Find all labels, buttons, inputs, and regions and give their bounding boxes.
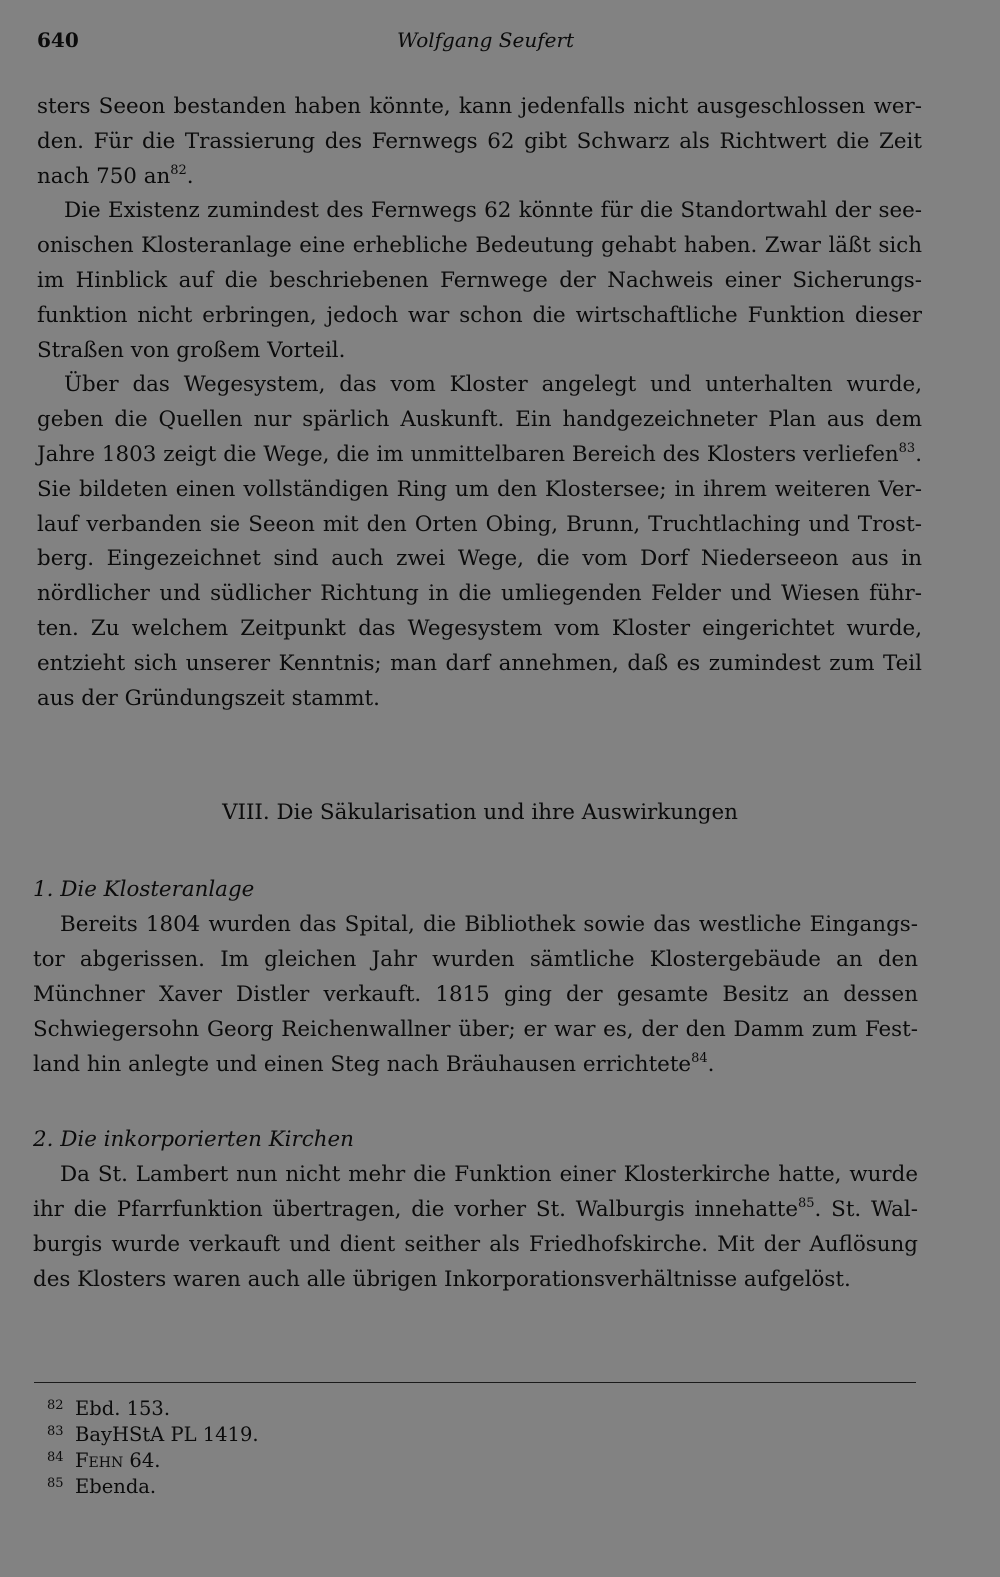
footnote-divider <box>34 1382 916 1383</box>
footnote-ref-82: 82 <box>170 162 187 178</box>
subsection-1-heading: 1. Die Klosteranlage <box>33 877 255 902</box>
running-head: Wolfgang Seufert <box>397 28 575 52</box>
subsection-2-heading: 2. Die inkorporierten Kirchen <box>33 1127 354 1152</box>
footnote-text: Ebd. 153. <box>75 1397 171 1420</box>
footnote-82: 82 Ebd. 153. <box>47 1397 171 1420</box>
paragraph-3-text-b: . Sie bildeten einen vollständigen Ring um den Klostersee; in ihrem weiteren Verlauf verbanden sie Seeon mit den Orten Obing, Brunn, Truchtlaching und Trostberg. Eingezeichnet sind auch zwei Wege, die vom Dorf Niederseeon aus in nördlicher und südlicher Richtung in die umliegenden Felder und Wiesen führten. Zu welchem Zeitpunkt das Wegesystem vom Kloster eingerichtet wurde, entzieht sich unserer Kenntnis; man darf annehmen, daß es zumindest zum Teil aus der Gründungszeit stammt. <box>37 441 922 711</box>
paragraph-1-text: sters Seeon bestanden haben könnte, kann jedenfalls nicht ausgeschlossen werden. Für die Trassierung des Fernwegs 62 gibt Schwarz als Richtwert die Zeit nach 750 an <box>37 94 922 189</box>
footnotes <box>47 1396 259 1500</box>
subsection-2-paragraph <box>33 1157 918 1297</box>
footnote-84: 84 Fehn 64. <box>47 1449 161 1472</box>
paragraph-3-text-a: Über das Wegesystem, das vom Kloster angelegt und unterhalten wurde, geben die Quellen nur spärlich Auskunft. Ein handgezeichneter Plan aus dem Jahre 1803 zeigt die Wege, die im unmittelbaren Bereich des Klosters verliefen <box>37 372 922 467</box>
footnote-ref-83: 83 <box>898 440 916 456</box>
paragraph-1-end: . <box>186 163 194 189</box>
footnote-text: Ebenda. <box>75 1475 157 1498</box>
page-number: 640 <box>37 28 79 52</box>
subsection-1-paragraph <box>33 907 918 1082</box>
subsection-kirchen <box>33 1122 918 1297</box>
page-header <box>37 28 922 62</box>
subsection-klosteranlage <box>33 872 918 1082</box>
subsection-1-text: Bereits 1804 wurden das Spital, die Bibliothek sowie das westliche Eingangstor abgerissen. Im gleichen Jahr wurden sämtliche Klostergebäude an den Münchner Xaver Distler verkauft. 1815 ging der gesamte Besitz an dessen Schwiegersohn Georg Reichenwallner über; er war es, der den Damm zum Festland hin anlegte und einen Steg nach Bräuhausen errichtete <box>33 912 918 1077</box>
paragraph-2: Die Existenz zumindest des Fernwegs 62 könnte für die Standortwahl der seeonischen Klosteranlage eine erhebliche Bedeutung gehabt haben. Zwar läßt sich im Hinblick auf die beschriebenen Fernwege der Nachweis einer Sicherungsfunktion nicht erbringen, jedoch war schon die wirtschaftliche Funktion dieser Straßen von großem Vorteil. <box>37 198 922 363</box>
footnote-ref-85: 85 <box>798 1196 815 1211</box>
footnote-text: BayHStA PL 1419. <box>75 1423 259 1446</box>
subsection-2-text-b: . St. Walburgis wurde verkauft und dient seither als Friedhofskirche. Mit der Auflösung des Klosters waren auch alle übrigen Inkorporationsverhältnisse aufgelöst. <box>33 1197 919 1292</box>
footnote-ref-84: 84 <box>691 1051 708 1066</box>
subsection-2-text-a: Da St. Lambert nun nicht mehr die Funktion einer Klosterkirche hatte, wurde ihr die Pfarrfunktion übertragen, die vorher St. Walburgis innehatte <box>33 1162 918 1222</box>
footnote-85: 85 Ebenda. <box>47 1475 157 1498</box>
paragraph-1 <box>37 90 922 194</box>
subsection-1-end: . <box>707 1052 715 1077</box>
footnote-author: Fehn <box>75 1449 124 1472</box>
footnote-83: 83 BayHStA PL 1419. <box>47 1423 259 1446</box>
main-text <box>37 90 922 716</box>
paragraph-3 <box>37 368 922 716</box>
section-heading: VIII. Die Säkularisation und ihre Auswirkungen <box>222 800 738 825</box>
footnote-text: 64. <box>123 1449 161 1472</box>
